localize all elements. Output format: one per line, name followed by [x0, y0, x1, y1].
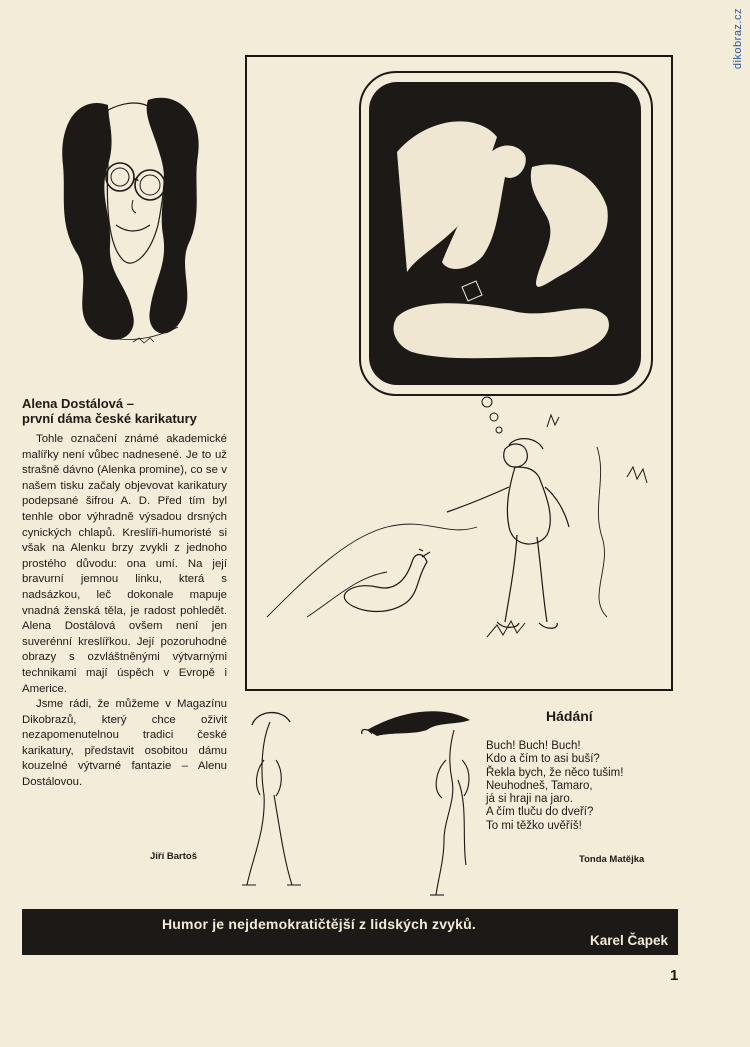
poem-author: Tonda Matějka: [579, 854, 645, 865]
poem-lines: [486, 740, 676, 833]
poem: [486, 708, 676, 833]
article-title-line2: první dáma české karikatury: [22, 411, 197, 426]
poem-line: Buch! Buch! Buch!: [486, 740, 581, 752]
artwork-illustration: [247, 57, 671, 689]
article-author: Jiří Bartoš: [150, 851, 197, 862]
poem-line: já si hraji na jaro.: [486, 793, 573, 806]
poem-line: To mi těžko uvěříš!: [486, 819, 582, 832]
poem-title: Hádání: [546, 708, 593, 724]
quote-text: Humor je nejdemokratičtější z lidských zvyků.: [162, 916, 476, 932]
poem-line: Řekla bych, že něco tušim!: [486, 766, 624, 779]
poem-line: A čím tluču do dveří?: [486, 806, 594, 819]
figures-sketch: [232, 700, 492, 900]
quote-author: Karel Čapek: [589, 933, 668, 948]
page-number: 1: [670, 967, 679, 984]
poem-line: Kdo a čím to asi buší?: [486, 753, 600, 766]
article-title: [22, 396, 227, 426]
quote-banner: [22, 909, 678, 955]
poem-line: Neuhodneš, Tamaro,: [486, 779, 593, 792]
article-paragraph: Jsme rádi, že můžeme v Magazínu Dikobrazů, který chce oživit nezapomenutelnou tradici české karikatury, představit osobitou dámu kouzelné výtvarné fantazie – Alenu Dostálovou.: [22, 698, 227, 789]
portrait-caricature: [38, 85, 223, 355]
article-body: [22, 432, 227, 791]
article-title-line1: Alena Dostálová –: [22, 396, 134, 411]
artwork-frame: [245, 55, 673, 691]
article: [22, 396, 227, 791]
watermark-link[interactable]: dikobraz.cz: [732, 8, 744, 70]
article-paragraph: Tohle označení známé akademické malířky není vůbec nadnesené. Je to už strašně dávno (Alenka promine), co se v našem tisku začaly objevovat karikatury podepsané šifrou A. D. Před tím byl tenhle obor výhradně výsadou drsných cynických chlapů. Kreslíři-humoristé si však na Alenku brzy zvykli z jednoho prostého důvodu: ona umí. Na její bravurní jemnou linku, která s nadsázkou, leč dokonale mapuje vnadná ženská těla, je radost pohledět. Alena Dostálová ovšem není jen suverénní kreslířkou. Její pozoruhodné obrazy s ozvláštněnými výtvarnými technikami mají úspěch v Evropě i Americe.: [22, 433, 227, 695]
